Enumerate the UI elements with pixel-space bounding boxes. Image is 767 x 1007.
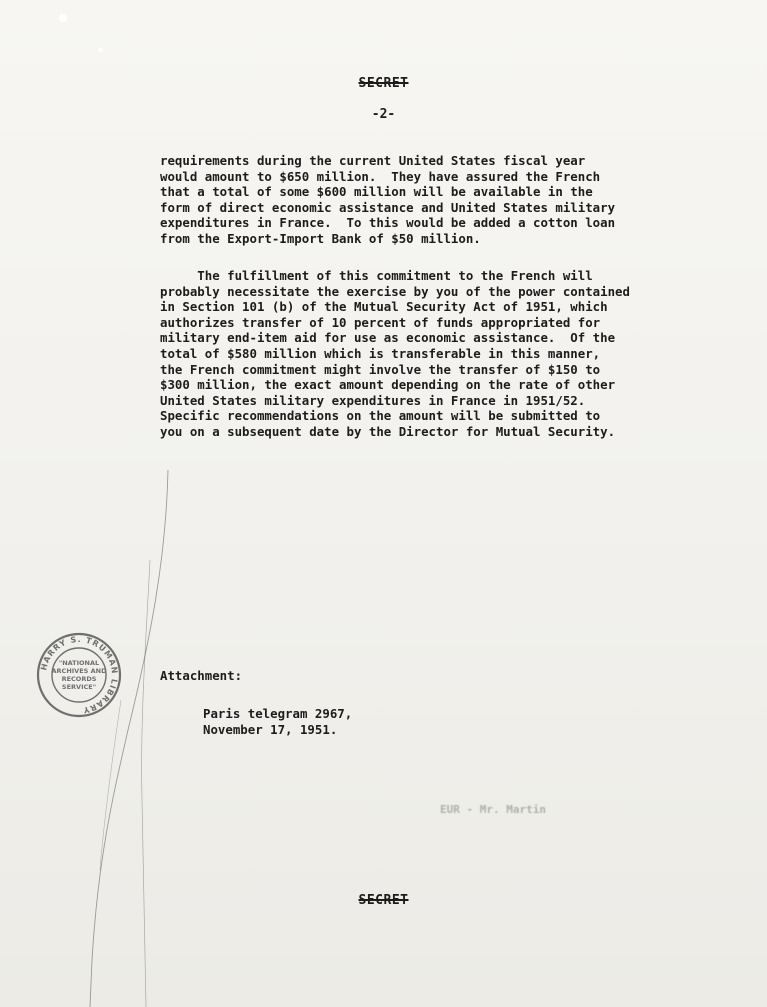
archives-stamp-seal [36,632,122,718]
paragraph-2-line: probably necessitate the exercise by you of the power contained [160,283,630,299]
attachment-label: Attachment: [160,668,243,683]
paragraph-2-line: the French commitment might involve the transfer of $150 to [160,361,601,377]
paragraph-1-line: form of direct economic assistance and United States military [160,199,616,215]
bottom-classification-marking: SECRET [358,893,409,908]
paragraph-2-line: $300 million, the exact amount depending on the rate of other [160,377,616,393]
stamp-ring-text: HARRY S. TRUMAN LIBRARY [39,634,120,715]
paragraph-2-line: total of $580 million which is transferable in this manner, [160,345,601,361]
paper-speck [98,48,103,52]
paragraph-1 [160,153,680,247]
paragraph-1-line: expenditures in France. To this would be added a cotton loan [160,215,616,231]
stamp-center-line: RECORDS [61,675,97,683]
page-number: -2- [371,107,396,122]
attachment-line: Paris telegram 2967, [203,706,353,721]
paragraph-1-line: requirements during the current United States fiscal year [160,153,586,168]
paragraph-1-line: would amount to $650 million. They have assured the French [160,168,601,184]
paragraph-2-line: authorizes transfer of 10 percent of funds appropriated for [160,314,601,330]
stamp-center-line: SERVICE" [61,683,97,691]
faint-routing-annotation: EUR - Mr. Martin [440,803,546,816]
paper-speck [59,14,67,22]
paragraph-2-line: The fulfillment of this commitment to the French will [160,268,593,283]
paragraph-1-line: that a total of some $600 million will be available in the [160,184,593,200]
paragraph-2-line: you on a subsequent date by the Director for Mutual Security. [160,423,616,439]
stamp-center-line: "NATIONAL [58,659,100,667]
paragraph-2 [160,268,680,440]
top-classification-marking: SECRET [358,76,409,91]
attachment-line: November 17, 1951. [203,721,338,737]
paragraph-2-line: United States military expenditures in France in 1951/52. [160,392,586,408]
paragraph-2-line: military end-item aid for use as economic assistance. Of the [160,330,616,346]
paragraph-2-line: Specific recommendations on the amount will be submitted to [160,408,601,424]
attachment-item [203,706,352,737]
paragraph-1-line: from the Export-Import Bank of $50 million. [160,230,481,246]
stamp-center-line: ARCHIVES AND [51,667,107,675]
paragraph-2-line: in Section 101 (b) of the Mutual Security Act of 1951, which [160,299,608,315]
archives-stamp [36,632,122,718]
